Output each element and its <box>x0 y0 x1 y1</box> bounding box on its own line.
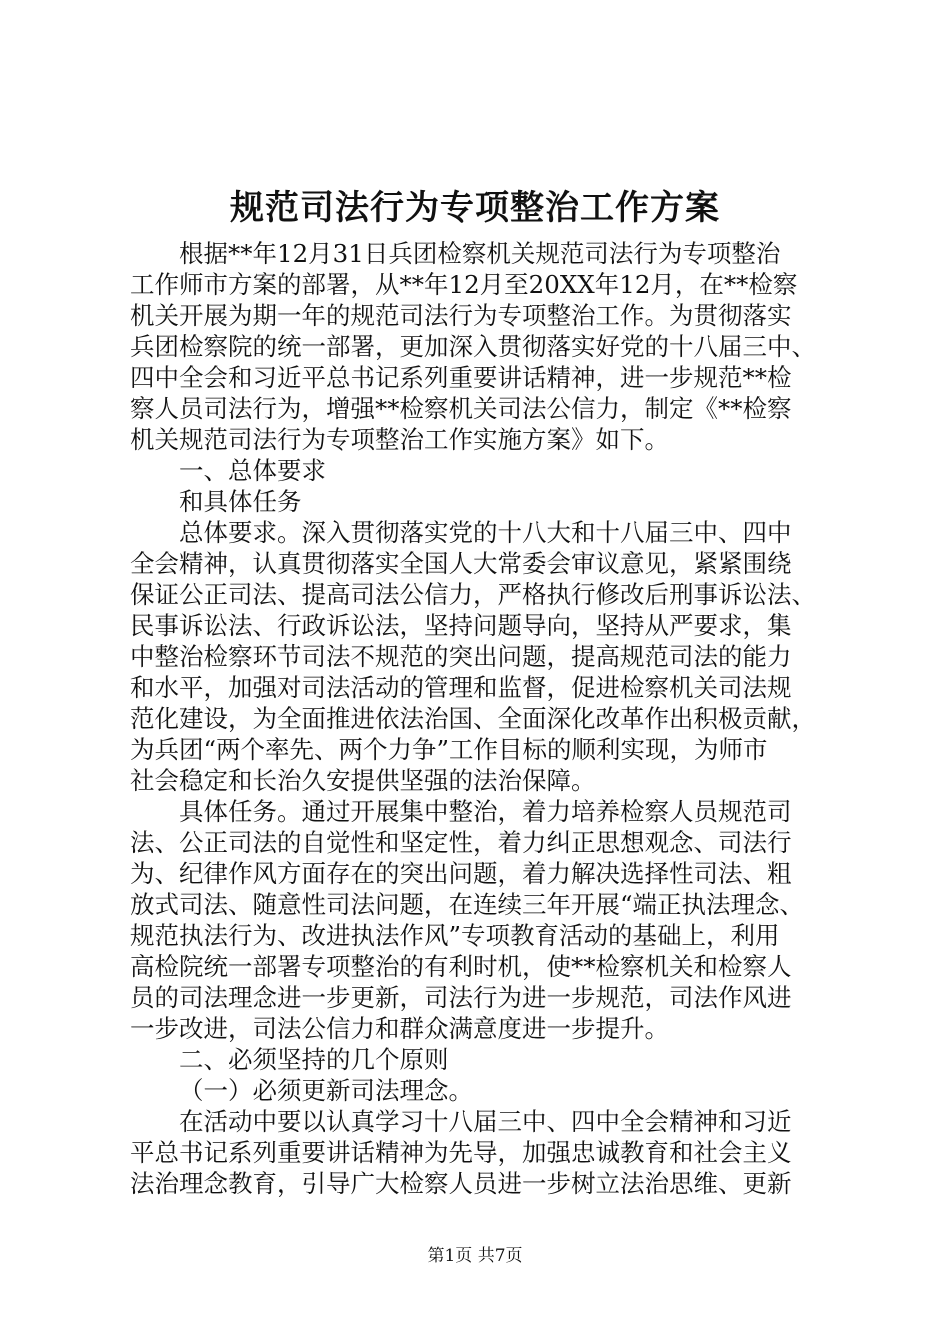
body-line: 法、公正司法的自觉性和坚定性，着力纠正思想观念、司法行 <box>130 828 792 857</box>
body-line: 民事诉讼法、行政诉讼法，坚持问题导向，坚持从严要求，集 <box>130 611 792 640</box>
body-line: 和具体任务 <box>179 487 302 516</box>
body-line: 四中全会和习近平总书记系列重要讲话精神，进一步规范**检 <box>130 363 792 392</box>
body-line: 全会精神，认真贯彻落实全国人大常委会审议意见，紧紧围绕 <box>130 549 792 578</box>
body-line: （一）必须更新司法理念。 <box>179 1076 473 1105</box>
body-line: 根据**年12月31日兵团检察机关规范司法行为专项整治 <box>179 239 781 268</box>
body-line: 为兵团“两个率先、两个力争”工作目标的顺利实现，为师市 <box>130 735 768 764</box>
body-line: 总体要求。深入贯彻落实党的十八大和十八届三中、四中 <box>179 518 792 547</box>
body-line: 社会稳定和长治久安提供坚强的法治保障。 <box>130 766 596 795</box>
body-line: 一步改进，司法公信力和群众满意度进一步提升。 <box>130 1014 669 1043</box>
body-line: 为、纪律作风方面存在的突出问题，着力解决选择性司法、粗 <box>130 859 792 888</box>
body-line: 高检院统一部署专项整治的有利时机，使**检察机关和检察人 <box>130 952 792 981</box>
body-line: 察人员司法行为，增强**检察机关司法公信力，制定《**检察 <box>130 394 792 423</box>
body-line: 范化建设，为全面推进依法治国、全面深化改革作出积极贡献， <box>130 704 816 733</box>
page-footer: 第1页 共7页 <box>427 1246 523 1266</box>
body-line: 一、总体要求 <box>179 456 326 485</box>
body-line: 法治理念教育，引导广大检察人员进一步树立法治思维、更新 <box>130 1169 792 1198</box>
body-line: 中整治检察环节司法不规范的突出问题，提高规范司法的能力 <box>130 642 792 671</box>
body-line: 员的司法理念进一步更新，司法行为进一步规范，司法作风进 <box>130 983 792 1012</box>
document-body <box>130 238 830 1199</box>
body-line: 机关规范司法行为专项整治工作实施方案》如下。 <box>130 425 669 454</box>
body-line: 具体任务。通过开展集中整治，着力培养检察人员规范司 <box>179 797 792 826</box>
body-line: 放式司法、随意性司法问题，在连续三年开展“端正执法理念、 <box>130 890 805 919</box>
body-line: 机关开展为期一年的规范司法行为专项整治工作。为贯彻落实 <box>130 301 792 330</box>
body-line: 和水平，加强对司法活动的管理和监督，促进检察机关司法规 <box>130 673 792 702</box>
body-line: 兵团检察院的统一部署，更加深入贯彻落实好党的十八届三中、 <box>130 332 816 361</box>
body-line: 保证公正司法、提高司法公信力，严格执行修改后刑事诉讼法、 <box>130 580 816 609</box>
body-line: 平总书记系列重要讲话精神为先导，加强忠诚教育和社会主义 <box>130 1138 792 1167</box>
document-title: 规范司法行为专项整治工作方案 <box>230 188 720 228</box>
body-line: 规范执法行为、改进执法作风”专项教育活动的基础上，利用 <box>130 921 780 950</box>
body-line: 在活动中要以认真学习十八届三中、四中全会精神和习近 <box>179 1107 792 1136</box>
body-line: 二、必须坚持的几个原则 <box>179 1045 449 1074</box>
body-line: 工作师市方案的部署，从**年12月至20XX年12月，在**检察 <box>130 270 798 299</box>
